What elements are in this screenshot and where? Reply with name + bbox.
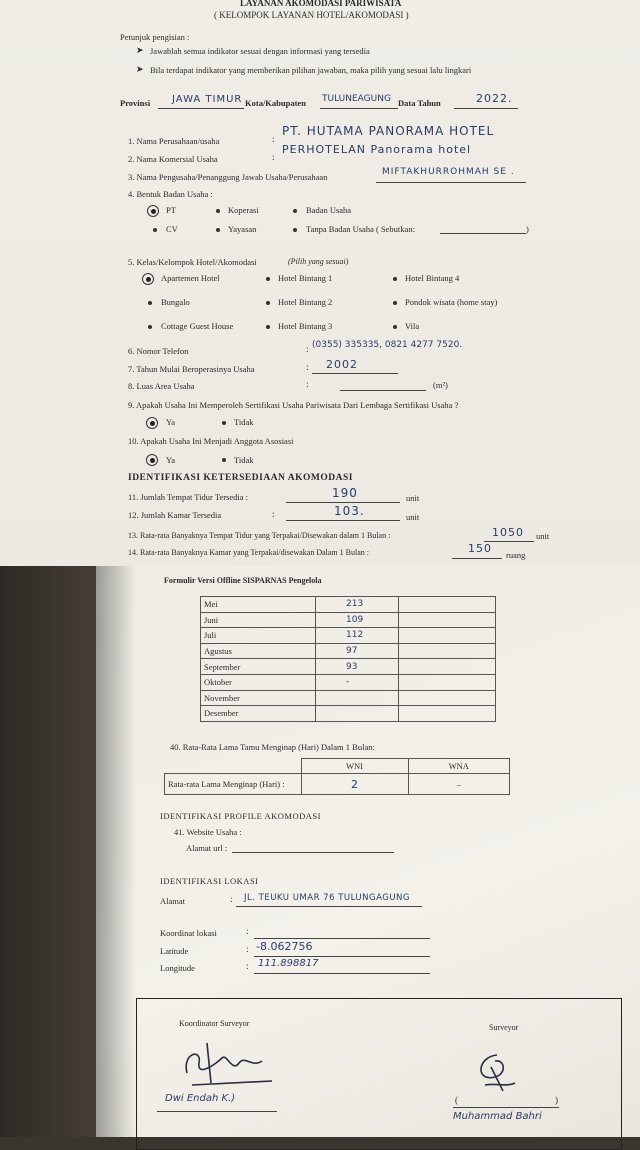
q4-line [440,233,526,234]
bullet-icon [216,228,220,232]
q4-opt-tanpa: Tanpa Badan Usaha ( Sebutkan: [306,224,415,234]
q3-line [376,182,526,183]
month-row [201,612,496,628]
lat-line [254,956,430,957]
q11-label: 11. Jumlah Tempat Tidur Tersedia : [128,492,249,502]
signature-box [136,998,622,1150]
month-value [316,690,399,706]
month-empty-cell [399,597,496,613]
radio-q10-ya[interactable] [146,454,158,466]
q4-label: 4. Bentuk Badan Usaha : [128,189,213,199]
q7-line [312,373,398,374]
q4-opt-cv: CV [166,224,178,234]
bullet-icon [393,277,397,281]
colon: : [272,510,275,520]
month-name: Oktober [201,674,316,690]
q4-closing: ) [526,224,529,234]
month-value [316,706,399,722]
tahun-line [454,108,518,109]
header-title: LAYANAN AKOMODASI PARIWISATA [240,0,402,8]
month-name: Juli [201,628,316,644]
tahun-value: 2022. [476,92,513,105]
q12-line [286,520,400,521]
form-title: Formulir Versi Offline SISPARNAS Pengelola [164,576,322,585]
q2-value: PERHOTELAN Panorama hotel [282,143,472,156]
koordinator-label: Koordinator Surveyor [179,1019,250,1028]
colon: : [306,345,309,355]
provinsi-value: JAWA TIMUR [172,94,243,105]
q8-label: 8. Luas Area Usaha [128,381,195,391]
header-subtitle: ( KELOMPOK LAYANAN HOTEL/AKOMODASI ) [214,10,409,20]
q8-unit: (m²) [433,380,448,390]
month-row [201,628,496,644]
form-page-2 [96,566,640,1137]
q14-unit: ruang [506,550,526,560]
q10-label: 10. Apakah Usaha Ini Menjadi Anggota Asosiasi [128,436,294,446]
radio-pt[interactable] [147,205,159,217]
lat-label: Latitude [160,946,189,956]
month-name: Mei [201,597,316,613]
q4-opt-yayasan: Yayasan [228,224,257,234]
radio-apartemen[interactable] [142,273,154,285]
month-value: 97 [316,643,399,659]
url-line[interactable] [232,852,394,853]
bullet-icon [266,325,270,329]
wni-header: WNI [301,759,408,774]
lat-value: -8.062756 [256,940,313,953]
q6-label: 6. Nomor Telefon [128,346,189,356]
koordinat-line [254,938,430,939]
q5-opt-pondok: Pondok wisata (home stay) [405,297,498,307]
month-empty-cell [399,674,496,690]
wna-header: WNA [408,759,510,774]
colon: : [246,945,249,955]
month-row [201,690,496,706]
ident-title: IDENTIFIKASI KETERSEDIAAN AKOMODASI [128,473,353,483]
koordinator-line [157,1111,277,1112]
petunjuk-label: Petunjuk pengisian : [120,32,190,42]
month-name: Agustus [201,643,316,659]
colon: : [306,380,309,390]
month-value: 109 [316,612,399,628]
url-label: Alamat url : [186,843,228,853]
bullet-icon [216,209,220,213]
petunjuk-item-1: Jawablah semua indikator sesuai dengan informasi yang tersedia [150,46,370,56]
q11-line [286,502,400,503]
q14-label: 14. Rata-rata Banyaknya Kamar yang Terpakai/disewakan Dalam 1 Bulan : [128,548,369,557]
month-row [201,706,496,722]
bullet-icon [293,209,297,213]
q9-opt-ya: Ya [166,417,176,427]
month-name: Desember [201,706,316,722]
alamat-value: JL. TEUKU UMAR 76 TULUNGAGUNG [244,893,411,903]
alamat-line [236,906,422,907]
arrow-icon: ➤ [136,64,144,74]
paren-close: ) [555,1095,558,1105]
bullet-icon [222,458,226,462]
q13-value: 1050 [492,526,524,539]
q40-label: 40. Rata-Rata Lama Tamu Menginap (Hari) Dalam 1 Bulan: [170,742,375,752]
q5-opt-b3: Hotel Bintang 3 [278,321,333,331]
lon-line [254,973,430,974]
wni-value: 2 [301,774,408,795]
kota-line [320,108,398,109]
alamat-label: Alamat [160,896,186,906]
provinsi-line [158,108,244,109]
q6-value: (0355) 335335, 0821 4277 7520. [312,340,463,350]
stay-table [164,758,510,795]
q14-value: 150 [468,542,492,555]
surveyor-signature [467,1047,527,1097]
month-empty-cell [399,628,496,644]
koordinator-signature [177,1033,287,1093]
q11-unit: unit [406,493,420,503]
month-value: 112 [316,628,399,644]
q3-label: 3. Nama Pengusaha/Penanggung Jawab Usaha/Perusahaan [128,172,328,182]
provinsi-label: Provinsi [120,98,151,108]
month-name: Juni [201,612,316,628]
q5-label: 5. Kelas/Kelompok Hotel/Akomodasi [128,257,257,267]
month-empty-cell [399,612,496,628]
q10-opt-ya: Ya [166,455,176,465]
stay-row-label: Rata-rata Lama Menginap (Hari) : [165,774,302,795]
q4-opt-koperasi: Koperasi [228,205,259,215]
bullet-icon [266,301,270,305]
q9-label: 9. Apakah Usaha Ini Memperoleh Sertifikasi Usaha Pariwisata Dari Lembaga Sertifikasi Usaha ? [128,400,459,410]
q11-value: 190 [332,486,358,500]
kota-value: TULUNEAGUNG [322,94,391,104]
q12-label: 12. Jumlah Kamar Tersedia [128,510,222,520]
q5-hint: (Pilih yang sesuai) [288,257,349,266]
lon-label: Longitude [160,963,195,973]
month-name: September [201,659,316,675]
bullet-icon [393,325,397,329]
monthly-table [200,596,496,722]
colon: : [230,895,233,905]
q7-label: 7. Tahun Mulai Beroperasinya Usaha [128,364,255,374]
petunjuk-item-2: Bila terdapat indikator yang memberikan pilihan jawaban, maka pilih yang sesuai lalu lingkari [150,65,472,75]
month-empty-cell [399,643,496,659]
colon: : [246,927,249,937]
month-row [201,597,496,613]
colon: : [272,153,275,163]
month-value: 93 [316,659,399,675]
empty-cell [165,759,302,774]
month-name: November [201,690,316,706]
month-empty-cell [399,690,496,706]
lon-value: 111.898817 [258,958,319,969]
q1-value: PT. HUTAMA PANORAMA HOTEL [282,124,495,138]
q4-opt-pt: PT [166,205,176,215]
q1-label: 1. Nama Perusahaan/usaha [128,136,220,146]
bullet-icon [222,421,226,425]
bullet-icon [148,301,152,305]
profil-title: IDENTIFIKASI PROFILE AKOMODASI [160,811,321,821]
arrow-icon: ➤ [136,45,144,55]
month-value: 213 [316,597,399,613]
bullet-icon [266,277,270,281]
bullet-icon [393,301,397,305]
colon: : [272,135,275,145]
lokasi-title: IDENTIFIKASI LOKASI [160,876,259,886]
month-row [201,643,496,659]
colon: : [306,363,309,373]
month-value: - [316,674,399,690]
q13-unit: unit [536,531,550,541]
surveyor-line [453,1107,559,1108]
q5-opt-apartemen: Apartemen Hotel [161,273,220,283]
q8-line [340,390,426,391]
q4-opt-badan: Badan Usaha [306,205,352,215]
q5-opt-bungalo: Bungalo [161,297,190,307]
q12-value: 103. [334,504,365,518]
surveyor-label: Surveyor [489,1023,519,1032]
month-empty-cell [399,706,496,722]
tahun-label: Data Tahun [398,98,441,108]
koordinator-name: Dwi Endah K.) [165,1093,236,1104]
q14-line [452,558,502,559]
month-row [201,674,496,690]
surveyor-name: Muhammad Bahri [453,1111,542,1122]
paren-open: ( [455,1095,458,1105]
month-empty-cell [399,659,496,675]
q9-opt-tidak: Tidak [234,417,254,427]
q5-opt-b2: Hotel Bintang 2 [278,297,333,307]
colon: : [246,962,249,972]
kota-label: Kota/Kabupaten [245,98,306,108]
q12-unit: unit [406,512,420,522]
bullet-icon [148,325,152,329]
q10-opt-tidak: Tidak [234,455,254,465]
radio-q9-ya[interactable] [146,417,158,429]
q5-opt-cottage: Cottage Guest House [161,321,234,331]
q5-opt-b1: Hotel Bintang 1 [278,273,333,283]
q13-label: 13. Rata-rata Banyaknya Tempat Tidur yang Terpakai/Disewakan dalam 1 Bulan : [128,531,391,540]
q41-label: 41. Website Usaha : [174,827,242,837]
month-row [201,659,496,675]
bullet-icon [293,228,297,232]
q3-value: MIFTAKHURROHMAH SE . [382,167,515,177]
bullet-icon [153,228,157,232]
q5-opt-b4: Hotel Bintang 4 [405,273,460,283]
q2-label: 2. Nama Komersial Usaha [128,154,218,164]
q7-value: 2002 [326,358,358,371]
q5-opt-vila: Vila [405,321,420,331]
koordinat-label: Koordinat lokasi [160,928,217,938]
form-page-1 [0,0,640,568]
page-shadow [96,566,136,1137]
wna-value: – [408,774,510,795]
